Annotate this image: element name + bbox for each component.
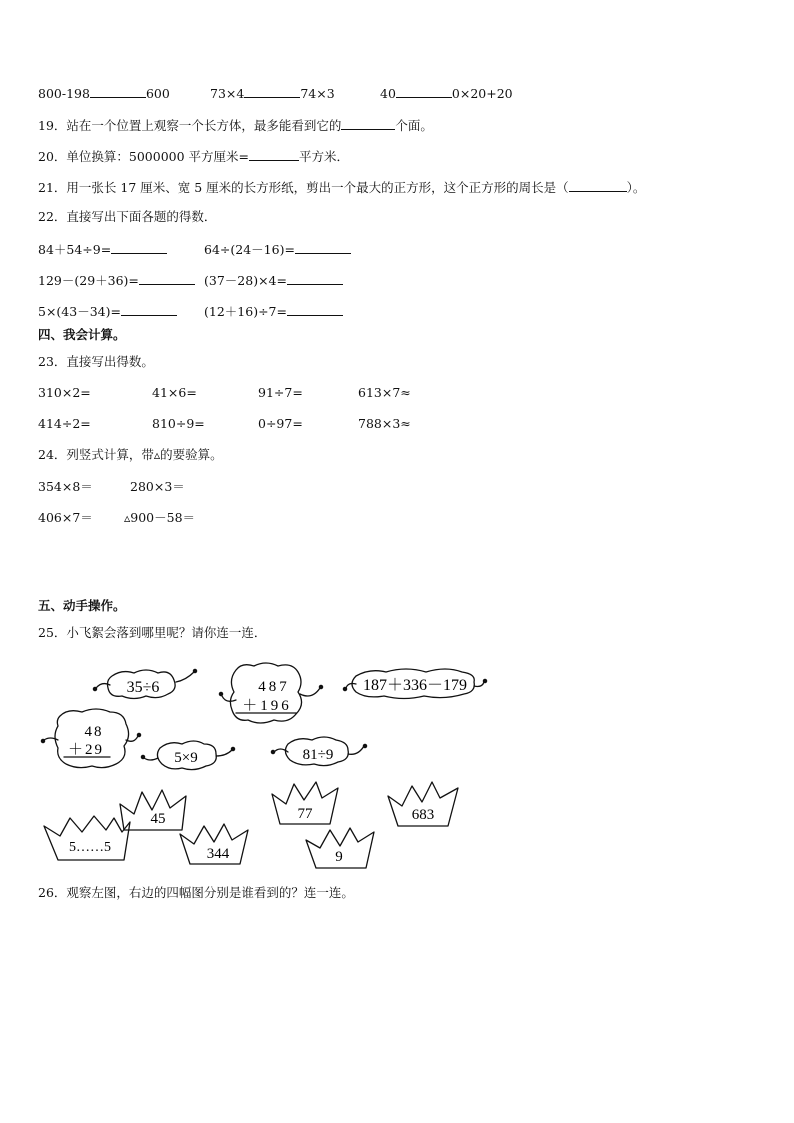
q22-expr: 84＋54÷9= — [38, 242, 112, 257]
q19-text-end: 个面。 — [395, 118, 433, 133]
q22-expr: (37－28)×4= — [204, 273, 287, 288]
q24-item: ▵900－58＝ — [124, 510, 196, 525]
fluff-expr-1: 35÷6 — [126, 679, 160, 696]
fluff-expr-2a: 487 — [258, 679, 290, 695]
compare-2-right: 74×3 — [300, 86, 335, 101]
q23-item: 810÷9= — [152, 416, 205, 431]
question-24-title: 24．列竖式计算，带▵的要验算。 — [38, 447, 223, 462]
fluff-expr-4a: 48 — [84, 724, 104, 740]
compare-1-right: 600 — [145, 86, 170, 101]
q21-text-end: ）。 — [626, 180, 646, 195]
q23-item: 0÷97= — [258, 416, 303, 431]
q21-text: 21．用一张长 17 厘米、宽 5 厘米的长方形纸，剪出一个最大的正方形，这个正方形的周长是（ — [38, 180, 569, 195]
q20-text-end: 平方米． — [299, 149, 350, 164]
fluff-expr-5: 5×9 — [174, 750, 198, 766]
q19-text: 19．站在一个位置上观察一个长方体，最多能看到它的 — [38, 118, 342, 133]
fluff-expr-2b: ＋196 — [242, 698, 292, 714]
section-4-heading: 四、我会计算。 — [38, 327, 126, 342]
section-5-heading: 五、动手操作。 — [38, 598, 126, 613]
q22-expr: 129－(29＋36)= — [38, 273, 139, 288]
compare-3-left: 40 — [380, 86, 396, 101]
question-25-title: 25．小飞絮会落到哪里呢？请你连一连． — [38, 625, 267, 640]
grass-value-4: 5……5 — [69, 840, 111, 855]
q23-item: 91÷7= — [258, 385, 303, 400]
q23-item: 310×2= — [38, 385, 91, 400]
grass-value-6: 9 — [335, 849, 343, 865]
question-23-title: 23．直接写出得数。 — [38, 354, 154, 369]
question-26-title: 26．观察左图，右边的四幅图分别是谁看到的？连一连。 — [38, 885, 354, 900]
q22-expr: (12＋16)÷7= — [204, 304, 287, 319]
q22-expr: 5×(43－34)= — [38, 304, 121, 319]
grass-value-5: 344 — [206, 846, 230, 862]
q23-item: 414÷2= — [38, 416, 91, 431]
compare-2-left: 73×4 — [210, 86, 245, 101]
fluff-expr-6: 81÷9 — [302, 747, 334, 763]
q23-item: 41×6= — [152, 385, 197, 400]
q23-item: 613×7≈ — [358, 385, 411, 400]
q20-text: 20．单位换算：5000000 平方厘米= — [38, 149, 250, 164]
q23-item: 788×3≈ — [358, 416, 411, 431]
grass-value-3: 683 — [411, 807, 435, 823]
fluff-expr-3: 187＋336－179 — [362, 677, 468, 694]
grass-value-2: 77 — [297, 806, 313, 822]
q24-item: 406×7＝ — [38, 510, 93, 525]
grass-value-1: 45 — [150, 811, 166, 827]
q24-item: 280×3＝ — [130, 479, 185, 494]
compare-3-right: 0×20+20 — [451, 86, 513, 101]
fluff-expr-4b: ＋29 — [67, 742, 105, 758]
question-22-title: 22．直接写出下面各题的得数． — [38, 209, 217, 224]
q22-expr: 64÷(24－16)= — [204, 242, 295, 257]
compare-1-left: 800-198 — [38, 86, 90, 101]
q24-item: 354×8＝ — [38, 479, 93, 494]
